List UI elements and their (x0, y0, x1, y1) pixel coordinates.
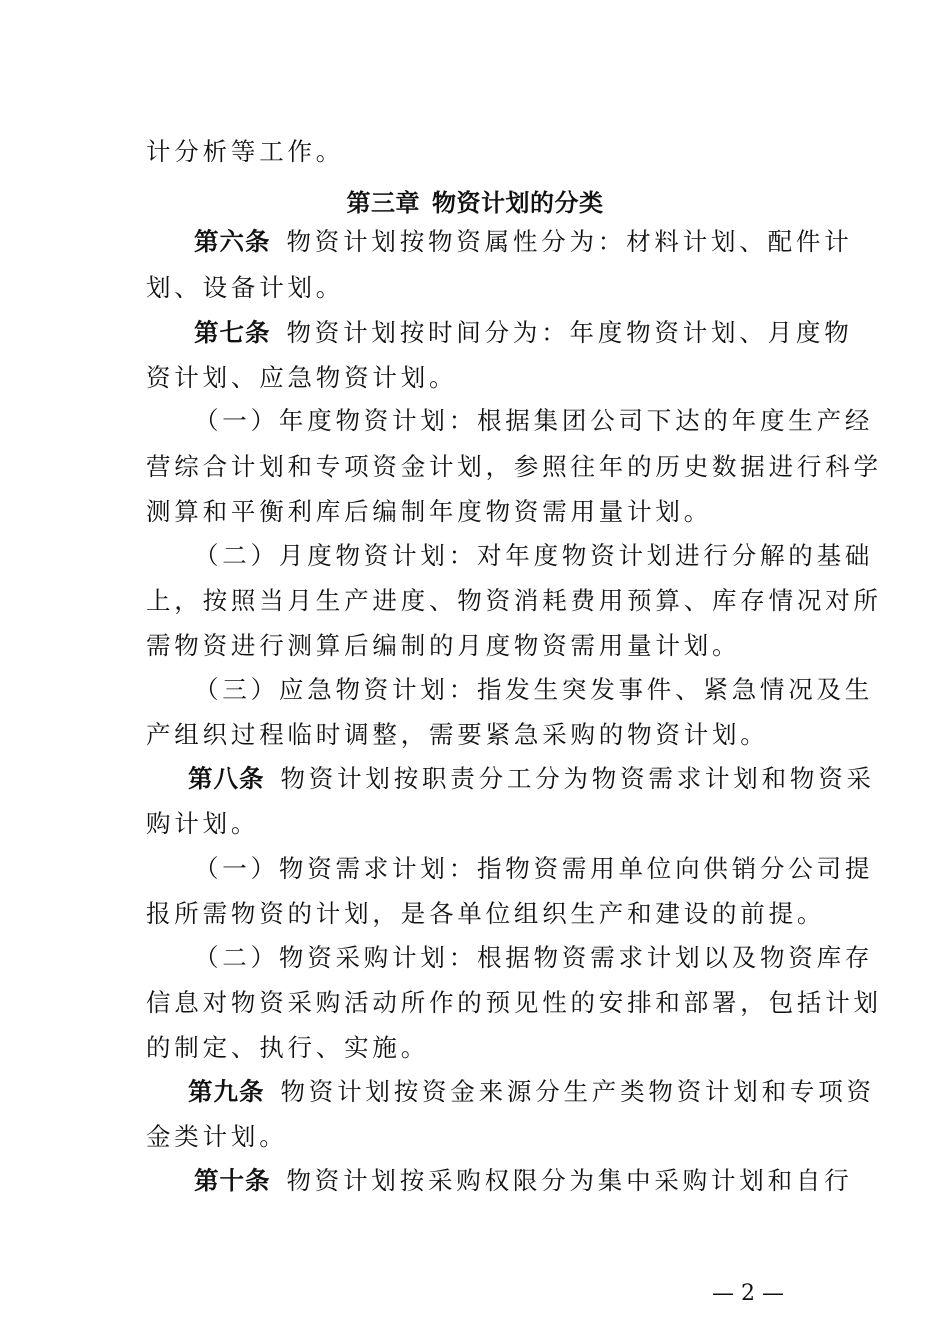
item-line: （三）应急物资计划：指发生突发事件、紧急情况及生 (194, 675, 874, 704)
article-label: 第十条 (194, 1166, 271, 1195)
chapter-number: 第三章 (346, 189, 420, 217)
item-line: （一）年度物资计划：根据集团公司下达的年度生产经 (194, 406, 874, 435)
article-8-line-2: 购计划。 (146, 809, 260, 838)
article-9-line-2: 金类计划。 (146, 1122, 288, 1151)
article-text: 物资计划按物资属性分为：材料计划、配件计 (286, 227, 853, 256)
article-text: 物资计划按资金来源分生产类物资计划和专项资 (280, 1077, 875, 1106)
item-line: 产组织过程临时调整，需要紧急采购的物资计划。 (146, 720, 769, 749)
item-line: （一）物资需求计划：指物资需用单位向供销分公司提 (194, 854, 874, 883)
article-8-line-1 (188, 764, 875, 793)
article-7-line-2: 资计划、应急物资计划。 (146, 363, 458, 392)
chapter-title: 物资计划的分类 (432, 189, 604, 217)
article-6-line-1 (194, 227, 853, 256)
item-line: 报所需物资的计划，是各单位组织生产和建设的前提。 (146, 899, 826, 928)
item-line: 测算和平衡利库后编制年度物资需用量计划。 (146, 497, 712, 526)
article-text: 物资计划按时间分为：年度物资计划、月度物 (286, 318, 853, 347)
item-line: （二）物资采购计划：根据物资需求计划以及物资库存 (194, 943, 874, 972)
article-label: 第六条 (194, 227, 271, 256)
item-line: 信息对物资采购活动所作的预见性的安排和部署，包括计划 (146, 988, 882, 1017)
article-label: 第七条 (194, 318, 271, 347)
paragraph-line: 计分析等工作。 (146, 137, 345, 166)
item-line: 的制定、执行、实施。 (146, 1033, 429, 1062)
page-number: — 2 — (712, 1281, 784, 1306)
item-line: （二）月度物资计划：对年度物资计划进行分解的基础 (194, 541, 874, 570)
item-line: 上，按照当月生产进度、物资消耗费用预算、库存情况对所 (146, 586, 882, 615)
article-6-line-2: 划、设备计划。 (146, 273, 345, 302)
item-line: 营综合计划和专项资金计划，参照往年的历史数据进行科学 (146, 452, 882, 481)
article-9-line-1 (188, 1077, 875, 1106)
article-label: 第八条 (188, 764, 265, 793)
article-text: 物资计划按职责分工分为物资需求计划和物资采 (280, 764, 875, 793)
article-label: 第九条 (188, 1077, 265, 1106)
article-10-line-1 (194, 1166, 853, 1195)
item-line: 需物资进行测算后编制的月度物资需用量计划。 (146, 631, 741, 660)
article-text: 物资计划按采购权限分为集中采购计划和自行 (286, 1166, 853, 1195)
chapter-heading (0, 183, 950, 218)
article-7-line-1 (194, 318, 853, 347)
